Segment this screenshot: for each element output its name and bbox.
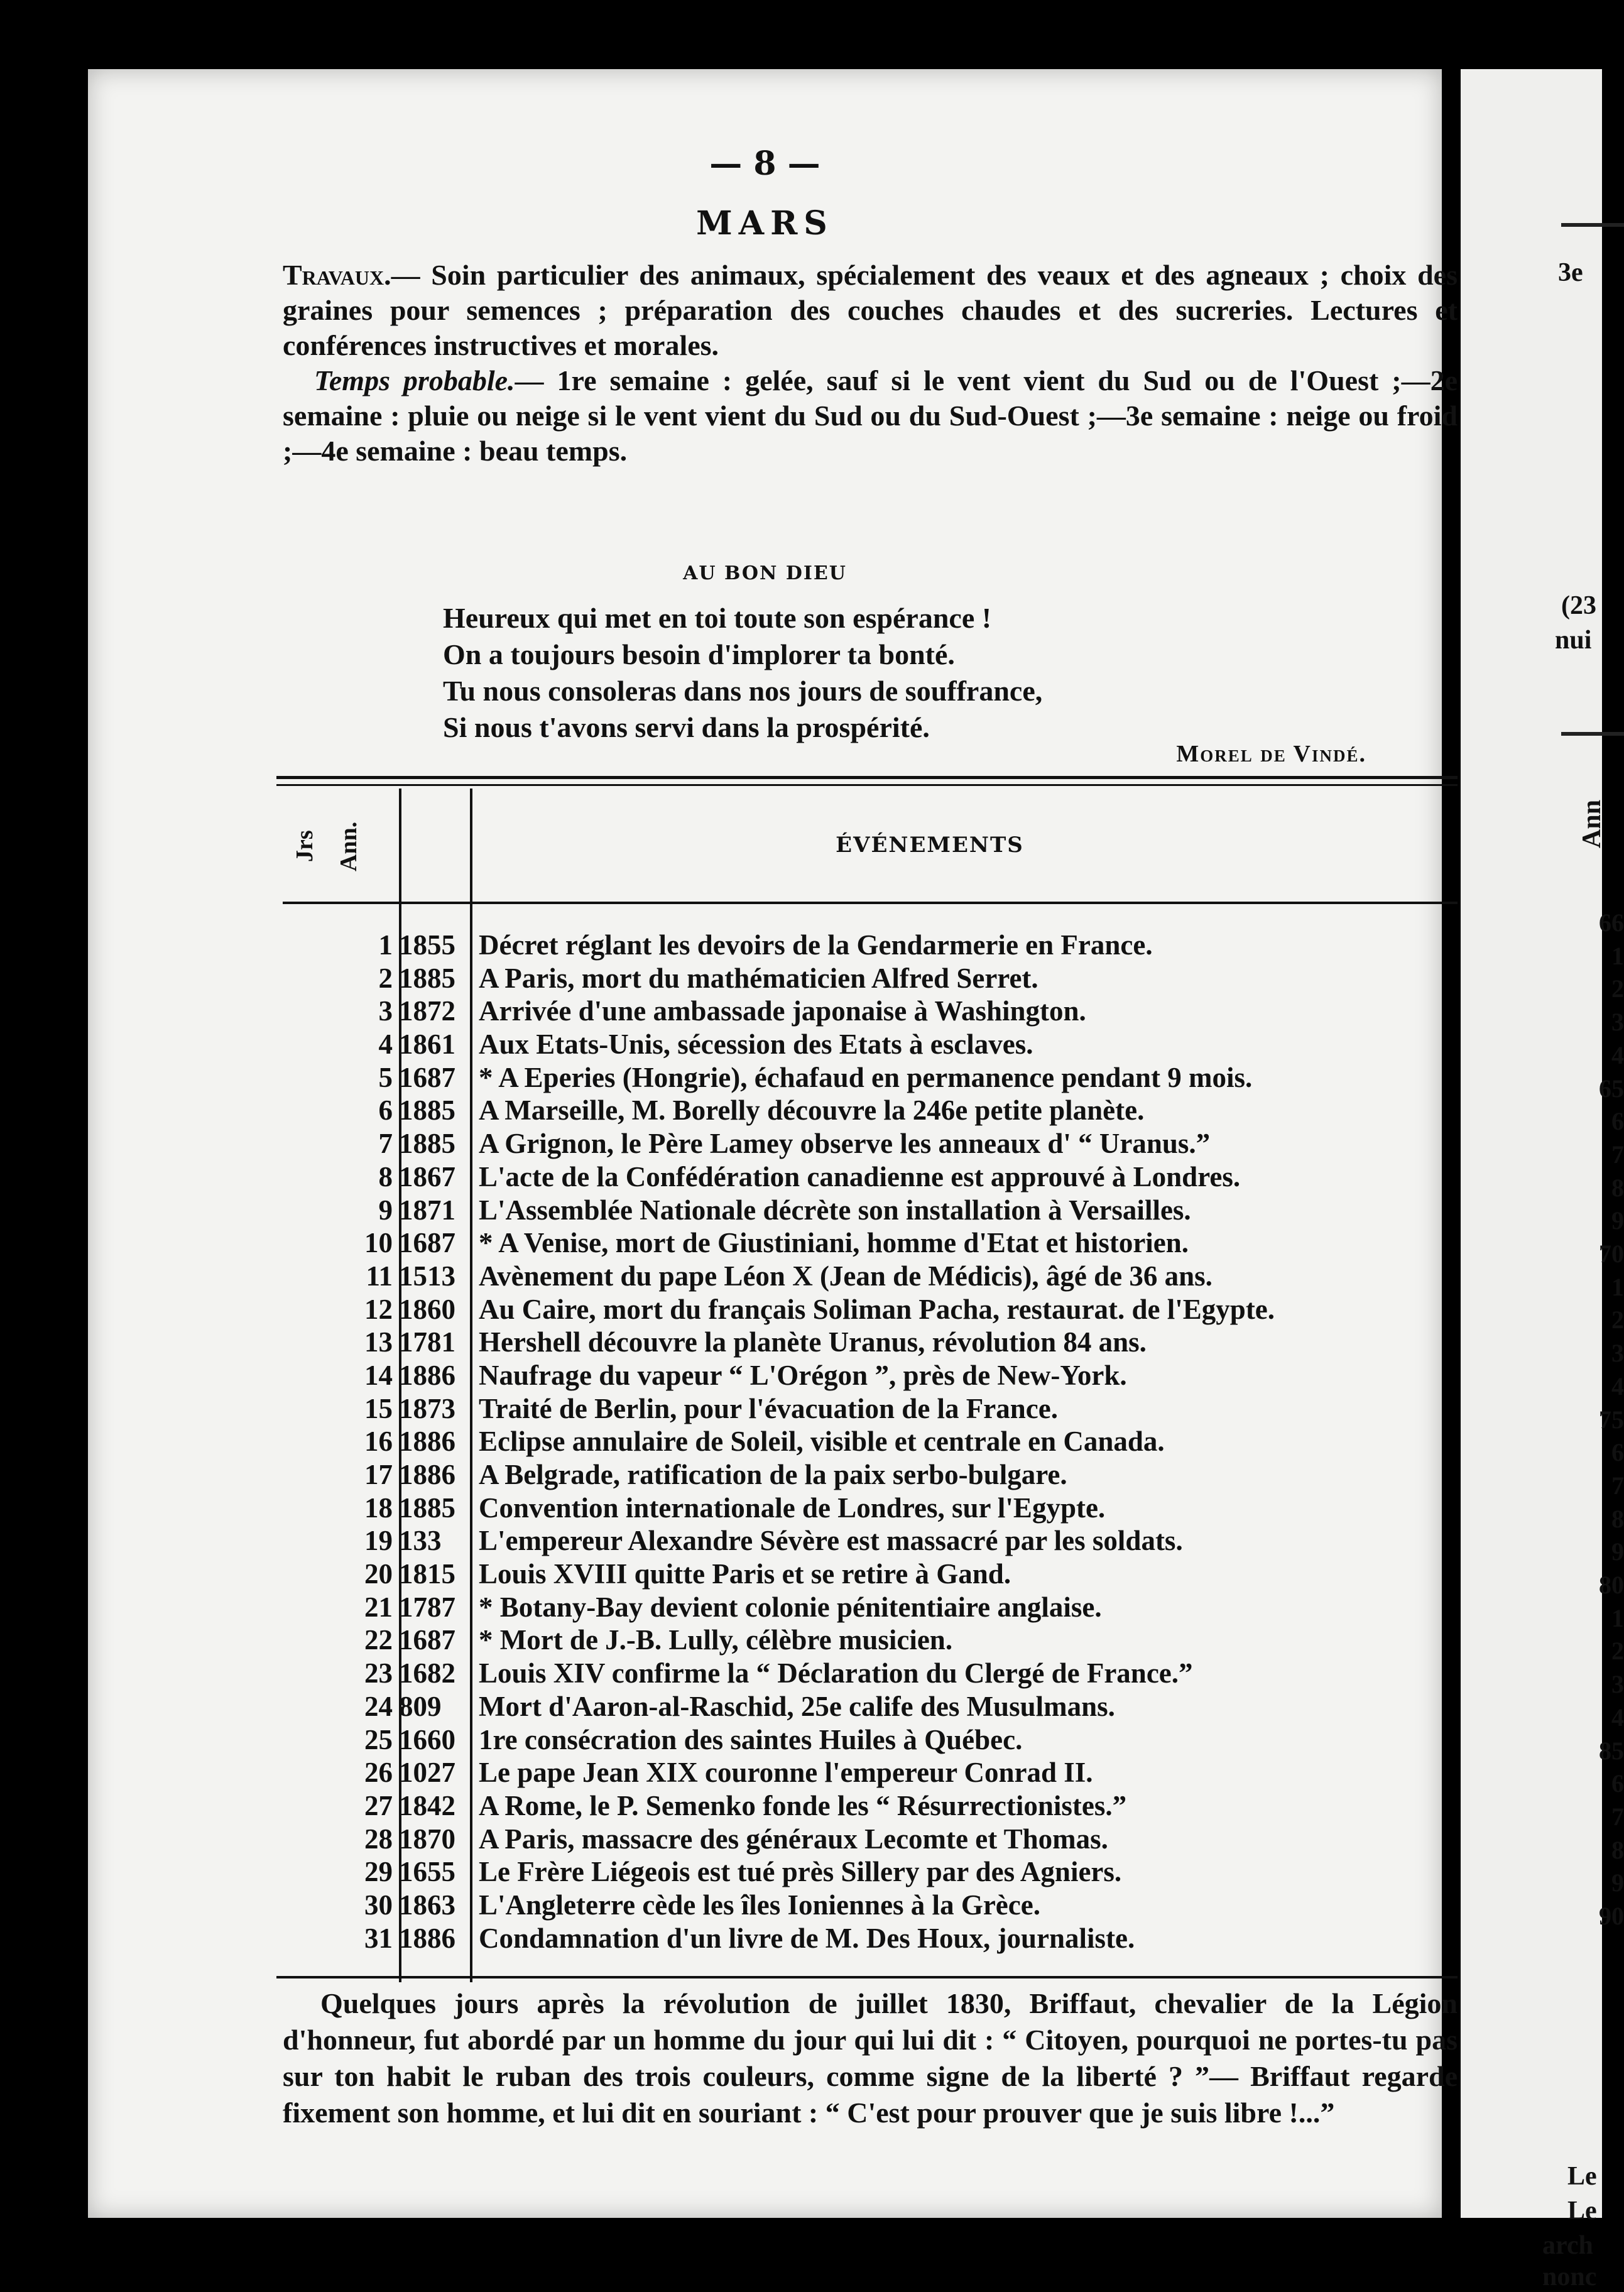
row-year: 1660 [399, 1723, 455, 1755]
table-row [276, 1392, 1458, 1426]
row-event: * A Eperies (Hongrie), échafaud en permanence pendant 9 mois. [479, 1061, 1253, 1093]
table-row [276, 1823, 1458, 1856]
row-event: Eclipse annulaire de Soleil, visible et centrale en Canada. [479, 1426, 1165, 1458]
row-year: 1873 [399, 1392, 455, 1424]
row-year: 1815 [399, 1558, 455, 1590]
row-year: 1027 [399, 1757, 455, 1789]
table-row [276, 1855, 1458, 1889]
table-row [276, 1558, 1458, 1591]
travaux-label: Travaux. [283, 259, 391, 291]
facing-page-number: 75 [1599, 1405, 1624, 1434]
table-row [276, 1194, 1458, 1227]
table-row [276, 1624, 1458, 1657]
row-event: Décret réglant les devoirs de la Gendarmerie en France. [479, 929, 1153, 961]
table-header-rule [283, 902, 1458, 904]
row-day: 10 [364, 1227, 393, 1259]
row-year: 1863 [399, 1889, 455, 1921]
facing-page-fragment [1461, 69, 1624, 2291]
row-year: 1687 [399, 1061, 455, 1093]
row-year: 1886 [399, 1459, 455, 1490]
facing-page-number: 9 [1611, 1869, 1624, 1897]
table-row [276, 1756, 1458, 1789]
table-row [276, 1922, 1458, 1955]
row-event: L'acte de la Confédération canadienne est approuvé à Londres. [479, 1160, 1241, 1192]
row-day: 9 [378, 1194, 393, 1226]
table-row [276, 1458, 1458, 1492]
row-day: 16 [364, 1426, 393, 1458]
col-header-day: Jrs [292, 830, 318, 862]
col-header-events: ÉVÉNEMENTS [836, 832, 1024, 858]
row-day: 28 [364, 1823, 393, 1855]
row-year: 1682 [399, 1657, 455, 1689]
row-year: 1861 [399, 1029, 455, 1061]
row-event: A Belgrade, ratification de la paix serbo-bulgare. [479, 1459, 1067, 1490]
row-event: L'Angleterre cède les îles Ioniennes à la Grèce. [479, 1889, 1040, 1921]
row-day: 25 [364, 1723, 393, 1755]
facing-page-number: 7 [1611, 1140, 1624, 1169]
events-table [276, 929, 1458, 1955]
row-day: 8 [378, 1160, 393, 1192]
facing-page-number: 7 [1611, 1471, 1624, 1500]
row-year: 1871 [399, 1194, 455, 1226]
table-row [276, 1061, 1458, 1094]
temps-text: — 1re semaine : gelée, sauf si le vent vient du Sud ou de l'Ouest ;—2e semaine : pluie ou neige si le vent vient du Sud ou du Sud-Ouest ;—3e semaine : neige ou froid ;—4e semaine : beau temps. [283, 364, 1458, 467]
facing-page-number: 6 [1611, 1438, 1624, 1467]
row-event: 1re consécration des saintes Huiles à Québec. [479, 1723, 1023, 1755]
row-day: 18 [364, 1492, 393, 1524]
row-year: 1885 [399, 1094, 455, 1127]
facing-page-number: 2 [1611, 1637, 1624, 1666]
anecdote-text: Quelques jours après la révolution de juillet 1830, Briffaut, chevalier de la Légion d'honneur, fut abordé par un homme du jour qui lui dit : “ Citoyen, pourquoi ne portes-tu pas sur ton habit le ruban des trois couleurs, comme signe de la liberté ? ”— Briffaut regarde fixement son homme, et lui dit en souriant : “ C'est pour prouver que je suis libre !...” [283, 1987, 1458, 2129]
row-year: 1787 [399, 1591, 455, 1623]
row-day: 27 [364, 1789, 393, 1821]
table-row [276, 1127, 1458, 1160]
row-event: A Rome, le P. Semenko fonde les “ Résurrectionistes.” [479, 1789, 1127, 1821]
row-day: 21 [364, 1591, 393, 1623]
row-event: * A Venise, mort de Giustiniani, homme d'Etat et historien. [479, 1227, 1189, 1259]
facing-page-number: 70 [1599, 1240, 1624, 1268]
facing-page-number: 3 [1611, 1670, 1624, 1699]
facing-page-rule [1561, 732, 1624, 736]
facing-page-fragment-text: Le [1567, 2196, 1597, 2225]
row-event: Le Frère Liégeois est tué près Sillery par des Agniers. [479, 1856, 1122, 1888]
row-day: 5 [378, 1061, 393, 1093]
row-year: 1867 [399, 1160, 455, 1192]
temps-label: Temps probable. [314, 364, 515, 396]
facing-page-number: 3 [1611, 1339, 1624, 1368]
row-day: 22 [364, 1624, 393, 1656]
facing-page-number: 1 [1611, 1603, 1624, 1632]
table-row [276, 1657, 1458, 1690]
facing-page-number: 9 [1611, 1206, 1624, 1235]
facing-page-number: 8 [1611, 1504, 1624, 1533]
facing-page-number: 7 [1611, 1802, 1624, 1831]
poem-line: Heureux qui met en toi toute son espérance ! [443, 602, 992, 634]
row-event: Avènement du pape Léon X (Jean de Médicis), âgé de 36 ans. [479, 1260, 1213, 1292]
row-year: 1886 [399, 1359, 455, 1391]
row-year: 1842 [399, 1789, 455, 1821]
row-day: 11 [366, 1260, 393, 1292]
row-year: 1687 [399, 1227, 455, 1259]
facing-page-number: 4 [1611, 1040, 1624, 1069]
row-year: 1687 [399, 1624, 455, 1656]
facing-page-number: 80 [1599, 1571, 1624, 1599]
table-row [276, 1524, 1458, 1558]
row-day: 6 [378, 1094, 393, 1127]
row-year: 1655 [399, 1856, 455, 1888]
facing-page-number: 6 [1611, 1107, 1624, 1136]
row-year: 133 [399, 1525, 442, 1557]
row-year: 1781 [399, 1326, 455, 1358]
row-day: 7 [378, 1128, 393, 1160]
row-day: 31 [364, 1922, 393, 1954]
table-row [276, 1094, 1458, 1127]
facing-page-fragment-text: nonc [1542, 2262, 1597, 2291]
poem-author: Morel de Vindé. [1176, 741, 1366, 767]
row-event: Louis XIV confirme la “ Déclaration du Clergé de France.” [479, 1657, 1193, 1689]
table-header [276, 785, 1458, 917]
facing-page-number: 2 [1611, 1306, 1624, 1334]
table-row [276, 1326, 1458, 1359]
row-day: 2 [378, 962, 393, 994]
table-row [276, 929, 1458, 962]
row-year: 1885 [399, 1128, 455, 1160]
row-year: 1513 [399, 1260, 455, 1292]
poem [443, 600, 1042, 746]
facing-page-number: 8 [1611, 1173, 1624, 1202]
row-day: 23 [364, 1657, 393, 1689]
row-day: 4 [378, 1029, 393, 1061]
facing-page-fragment-text: 3e [1558, 258, 1583, 287]
facing-page-number: 85 [1599, 1736, 1624, 1765]
facing-page-number: 1 [1611, 1272, 1624, 1301]
facing-page-number: 1 [1611, 941, 1624, 970]
row-event: Aux Etats-Unis, sécession des Etats à esclaves. [479, 1029, 1033, 1061]
facing-page-number: 2 [1611, 974, 1624, 1003]
table-row [276, 1293, 1458, 1326]
row-year: 1885 [399, 962, 455, 994]
month-title: MARS [696, 204, 834, 243]
facing-page-number: 65 [1599, 1074, 1624, 1103]
row-day: 26 [364, 1757, 393, 1789]
row-day: 13 [364, 1326, 393, 1358]
facing-page-number: 6 [1611, 1769, 1624, 1798]
row-event: * Botany-Bay devient colonie pénitentiaire anglaise. [479, 1591, 1102, 1623]
facing-page-fragment-text: Le [1567, 2162, 1597, 2191]
row-day: 20 [364, 1558, 393, 1590]
table-top-rule [276, 776, 1458, 779]
row-event: Naufrage du vapeur “ L'Orégon ”, près de New-York. [479, 1359, 1127, 1391]
table-row [276, 995, 1458, 1028]
row-event: Le pape Jean XIX couronne l'empereur Conrad II. [479, 1757, 1093, 1789]
travaux-paragraph [283, 258, 1458, 363]
row-event: A Paris, massacre des généraux Lecomte et Thomas. [479, 1823, 1108, 1855]
table-row [276, 1425, 1458, 1458]
table-row [276, 1723, 1458, 1757]
row-day: 12 [364, 1293, 393, 1325]
table-row [276, 1889, 1458, 1922]
facing-page-fragment-text: (23 [1561, 591, 1596, 620]
row-day: 14 [364, 1359, 393, 1391]
row-event: A Paris, mort du mathématicien Alfred Serret. [479, 962, 1038, 994]
row-day: 19 [364, 1525, 393, 1557]
table-row [276, 1028, 1458, 1061]
facing-page-col-header: Ann [1578, 799, 1606, 848]
facing-page-number: 90 [1599, 1902, 1624, 1930]
almanac-page [88, 69, 1458, 2218]
row-event: Mort d'Aaron-al-Raschid, 25e calife des Musulmans. [479, 1690, 1115, 1722]
facing-page-number: 66 [1599, 909, 1624, 937]
facing-page-rule [1561, 223, 1624, 227]
row-event: A Marseille, M. Borelly découvre la 246e petite planète. [479, 1094, 1145, 1127]
facing-page-number: 4 [1611, 1372, 1624, 1400]
row-day: 15 [364, 1392, 393, 1424]
row-event: Condamnation d'un livre de M. Des Houx, journaliste. [479, 1922, 1135, 1954]
row-year: 1860 [399, 1293, 455, 1325]
facing-page-number: 8 [1611, 1835, 1624, 1864]
table-row [276, 1226, 1458, 1260]
row-event: Convention internationale de Londres, sur l'Egypte. [479, 1492, 1106, 1524]
facing-page-fragment-text: nui [1555, 626, 1592, 655]
row-day: 3 [378, 995, 393, 1027]
row-event: A Grignon, le Père Lamey observe les anneaux d' “ Uranus.” [479, 1128, 1211, 1160]
row-year: 1886 [399, 1426, 455, 1458]
table-row [276, 1591, 1458, 1624]
table-row [276, 1160, 1458, 1194]
table-row [276, 1690, 1458, 1723]
row-event: L'empereur Alexandre Sévère est massacré par les soldats. [479, 1525, 1183, 1557]
row-event: Louis XVIII quitte Paris et se retire à Gand. [479, 1558, 1011, 1590]
anecdote [283, 1985, 1458, 2131]
table-row [276, 1789, 1458, 1823]
table-row [276, 1260, 1458, 1293]
row-event: Arrivée d'une ambassade japonaise à Washington. [479, 995, 1086, 1027]
travaux-text: — Soin particulier des animaux, spécialement des veaux et des agneaux ; choix des graines pour semences ; préparation des couches chaudes et des sucreries. Lectures et conférences instructives et morales. [283, 259, 1458, 361]
row-event: Au Caire, mort du français Soliman Pacha, restaurat. de l'Egypte. [479, 1293, 1275, 1325]
row-event: Hershell découvre la planète Uranus, révolution 84 ans. [479, 1326, 1147, 1358]
table-bottom-rule [276, 1976, 1458, 1978]
row-year: 1855 [399, 929, 455, 961]
row-event: * Mort de J.-B. Lully, célèbre musicien. [479, 1624, 953, 1656]
col-header-year: Ann. [335, 821, 362, 871]
page-number: — 8 — [709, 145, 820, 183]
row-year: 1870 [399, 1823, 455, 1855]
row-event: L'Assemblée Nationale décrète son installation à Versailles. [479, 1194, 1191, 1226]
facing-page-number: 3 [1611, 1008, 1624, 1037]
poem-line: Si nous t'avons servi dans la prospérité. [443, 711, 930, 743]
table-row [276, 962, 1458, 995]
poem-title: AU BON DIEU [683, 562, 847, 584]
row-year: 1886 [399, 1922, 455, 1954]
row-day: 24 [364, 1690, 393, 1722]
facing-page-number: 4 [1611, 1703, 1624, 1732]
facing-page-number: 9 [1611, 1537, 1624, 1566]
row-event: Traité de Berlin, pour l'évacuation de la France. [479, 1392, 1058, 1424]
poem-line: On a toujours besoin d'implorer ta bonté. [443, 638, 955, 670]
row-day: 30 [364, 1889, 393, 1921]
row-year: 1872 [399, 995, 455, 1027]
row-year: 809 [399, 1690, 442, 1722]
temps-paragraph [283, 363, 1458, 469]
table-row [276, 1359, 1458, 1392]
table-row [276, 1492, 1458, 1525]
row-day: 17 [364, 1459, 393, 1490]
row-year: 1885 [399, 1492, 455, 1524]
facing-page-fragment-text: arch [1542, 2231, 1593, 2260]
row-day: 29 [364, 1856, 393, 1888]
poem-line: Tu nous consoleras dans nos jours de souffrance, [443, 675, 1043, 707]
row-day: 1 [378, 929, 393, 961]
